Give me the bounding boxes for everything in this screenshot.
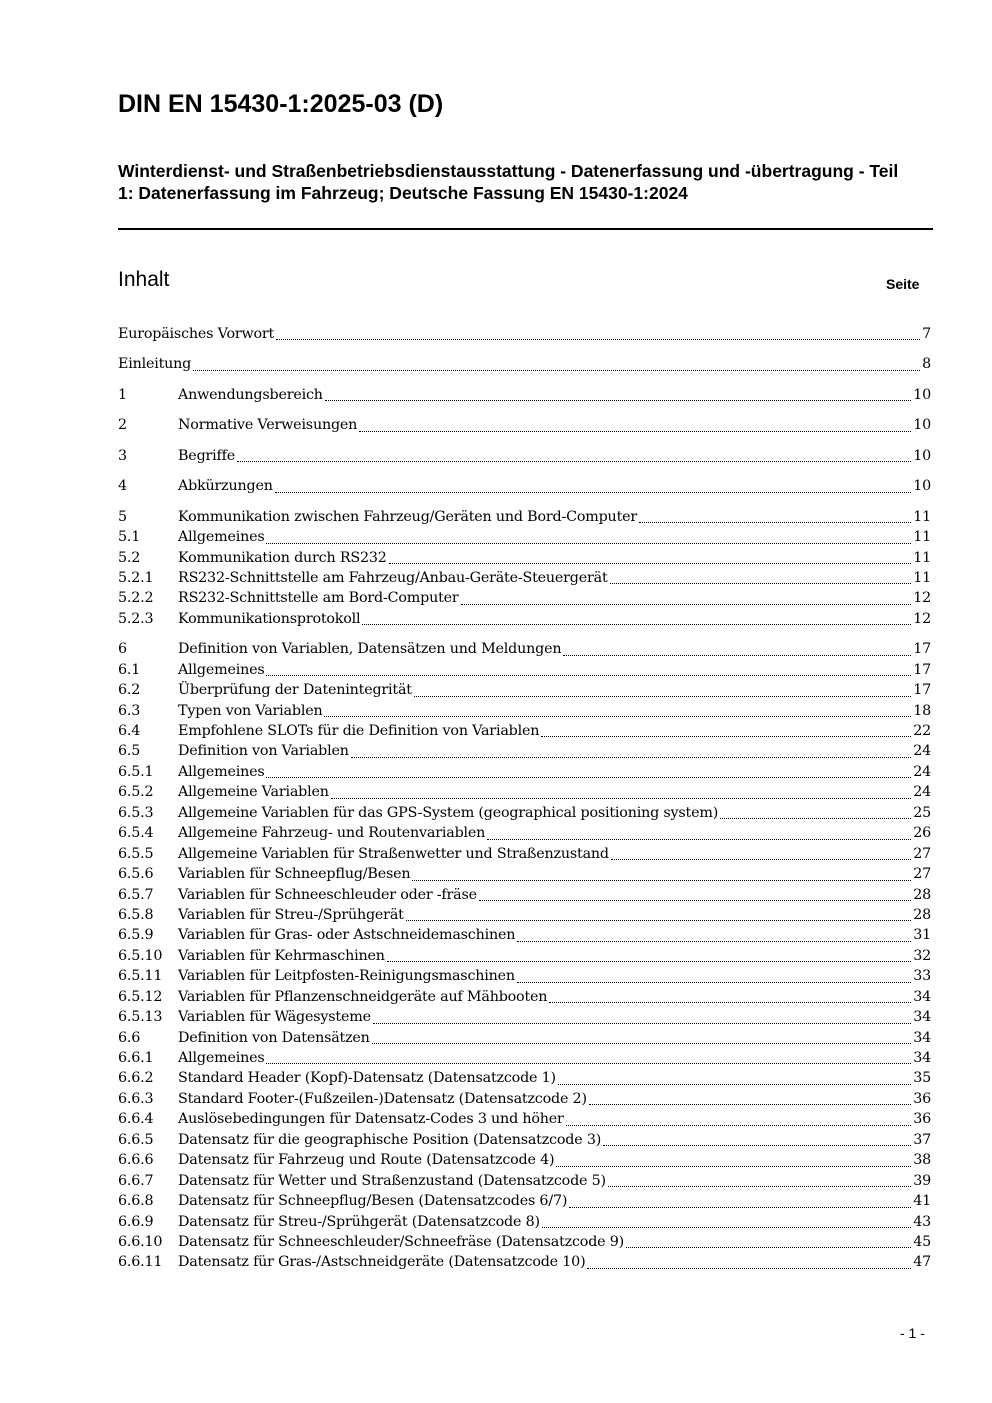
toc-entry-title: Datensatz für Schneeschleuder/Schneefräse (Datensatzcode 9): [178, 1233, 625, 1250]
toc-entry-title: Überprüfung der Datenintegrität: [178, 682, 412, 699]
toc-dot-leader: [373, 1007, 911, 1024]
toc-entry-number: 6.5.2: [118, 784, 154, 801]
toc-dot-leader: [626, 1231, 911, 1248]
toc-entry-page: 33: [913, 968, 931, 985]
toc-dot-leader: [324, 700, 911, 717]
toc-entry[interactable]: [118, 1089, 931, 1109]
toc-entry-title: Auslösebedingungen für Datensatz-Codes 3 und höher: [178, 1111, 564, 1128]
toc-dot-leader: [603, 1129, 911, 1146]
toc-entry-title: Begriffe: [178, 447, 235, 464]
toc-entry-number: 6.5.6: [118, 866, 154, 883]
toc-entry-page: 37: [913, 1131, 931, 1148]
toc-entry-number: 6.5.7: [118, 886, 154, 903]
toc-entry-page: 36: [913, 1090, 931, 1107]
toc-entry-page: 36: [913, 1111, 931, 1128]
toc-entry-title: Datensatz für Schneepflug/Besen (Datensatzcodes 6/7): [178, 1193, 568, 1210]
toc-entry-page: 32: [913, 947, 931, 964]
toc-entry[interactable]: [118, 721, 931, 741]
toc-entry[interactable]: [118, 385, 931, 405]
toc-entry-title: Allgemeines: [178, 763, 265, 780]
toc-entry-title: Typen von Variablen: [178, 702, 323, 719]
toc-entry-page: 24: [913, 763, 931, 780]
toc-dot-leader: [372, 1027, 912, 1044]
toc-entry[interactable]: [118, 354, 931, 374]
toc-entry-number: 3: [118, 447, 127, 464]
toc-entry-title: Europäisches Vorwort: [118, 326, 275, 342]
toc-dot-leader: [639, 506, 911, 523]
toc-entry-page: 35: [913, 1070, 931, 1087]
toc-entry-number: 6.5.1: [118, 763, 154, 780]
toc-entry-number: 5.2.3: [118, 610, 154, 627]
toc-entry-page: 11: [913, 549, 931, 566]
toc-entry-page: 11: [913, 508, 931, 525]
toc-dot-leader: [569, 1191, 911, 1208]
toc-entry-number: 5.2.1: [118, 569, 154, 586]
toc-entry-number: 4: [118, 478, 127, 495]
toc-entry-page: 47: [913, 1254, 931, 1271]
toc-dot-leader: [610, 567, 912, 584]
toc-entry-title: Allgemeines: [178, 529, 265, 546]
toc-entry-number: 6.5.10: [118, 947, 163, 964]
toc-dot-leader: [276, 323, 920, 340]
toc-entry[interactable]: [118, 1048, 931, 1068]
toc-entry-title: Kommunikation durch RS232: [178, 549, 387, 566]
toc-entry-title: Standard Header (Kopf)-Datensatz (Datensatzcode 1): [178, 1070, 556, 1087]
toc-dot-leader: [406, 904, 912, 921]
toc-entry-page: 12: [913, 590, 931, 607]
toc-entry-page: 39: [913, 1172, 931, 1189]
toc-entry-title: Abkürzungen: [178, 478, 273, 495]
toc-dot-leader: [387, 945, 911, 962]
toc-dot-leader: [266, 1047, 911, 1064]
toc-dot-leader: [359, 415, 911, 432]
toc-entry[interactable]: [118, 660, 931, 680]
toc-entry[interactable]: [118, 946, 931, 966]
toc-entry-title: Empfohlene SLOTs für die Definition von Variablen: [178, 723, 540, 739]
toc-dot-leader: [541, 720, 911, 737]
toc-entry[interactable]: [118, 987, 931, 1007]
toc-dot-leader: [589, 1088, 911, 1105]
toc-entry-title: Datensatz für Fahrzeug und Route (Datensatzcode 4): [178, 1152, 555, 1169]
toc-entry[interactable]: [118, 568, 931, 588]
toc-dot-leader: [362, 608, 911, 625]
toc-entry[interactable]: [118, 925, 931, 945]
toc-entry[interactable]: [118, 803, 931, 823]
toc-entry-number: 5: [118, 508, 127, 525]
toc-entry-number: 1: [118, 386, 127, 403]
table-of-contents: [118, 324, 931, 1273]
toc-entry-title: Variablen für Streu-/Sprühgerät: [178, 906, 404, 923]
toc-entry-number: 6.5.8: [118, 906, 154, 923]
toc-entry-page: 38: [913, 1152, 931, 1169]
toc-entry-page: 17: [913, 641, 931, 658]
toc-entry-page: 27: [913, 866, 931, 883]
toc-entry[interactable]: [118, 1212, 931, 1232]
toc-dot-leader: [479, 884, 911, 901]
toc-entry-title: RS232-Schnittstelle am Fahrzeug/Anbau-Geräte-Steuergerät: [178, 569, 608, 586]
toc-entry-page: 28: [913, 906, 931, 923]
toc-entry-title: RS232-Schnittstelle am Bord-Computer: [178, 590, 459, 607]
toc-entry-title: Kommunikation zwischen Fahrzeug/Geräten und Bord-Computer: [178, 508, 638, 525]
toc-entry[interactable]: [118, 609, 931, 629]
toc-entry-number: 6.6.3: [118, 1090, 154, 1107]
toc-entry[interactable]: [118, 1028, 931, 1048]
toc-dot-leader: [389, 547, 912, 564]
toc-dot-leader: [566, 1109, 912, 1126]
toc-dot-leader: [549, 986, 911, 1003]
toc-entry-number: 6.6.5: [118, 1131, 154, 1148]
toc-dot-leader: [266, 761, 911, 778]
toc-entry-number: 6.6.8: [118, 1193, 154, 1210]
toc-entry-page: 17: [913, 661, 931, 678]
toc-entry[interactable]: [118, 762, 931, 782]
toc-entry-title: Anwendungsbereich: [178, 386, 323, 403]
toc-dot-leader: [412, 864, 911, 881]
toc-entry-title: Variablen für Wägesysteme: [178, 1009, 371, 1026]
toc-entry[interactable]: [118, 1191, 931, 1211]
toc-dot-leader: [542, 1211, 911, 1228]
toc-entry-title: Allgemeines: [178, 661, 265, 678]
toc-entry[interactable]: [118, 548, 931, 568]
toc-entry[interactable]: [118, 588, 931, 608]
toc-entry[interactable]: [118, 885, 931, 905]
toc-dot-leader: [325, 384, 911, 401]
toc-entry-page: 8: [922, 356, 931, 373]
toc-dot-leader: [587, 1252, 911, 1269]
toc-entry-page: 28: [913, 886, 931, 903]
toc-entry-number: 6.6.1: [118, 1050, 154, 1066]
toc-entry-page: 12: [913, 610, 931, 627]
toc-dot-leader: [266, 527, 911, 544]
toc-entry-page: 18: [913, 702, 931, 719]
toc-dot-leader: [275, 476, 911, 493]
toc-entry-page: 34: [913, 988, 931, 1005]
toc-entry-number: 6.5.11: [118, 968, 163, 985]
toc-entry-title: Standard Footer-(Fußzeilen-)Datensatz (Datensatzcode 2): [178, 1090, 587, 1107]
title-divider: [118, 228, 933, 230]
toc-entry-page: 10: [913, 478, 931, 495]
toc-entry[interactable]: [118, 1007, 931, 1027]
toc-entry-title: Definition von Variablen, Datensätzen und Meldungen: [178, 641, 562, 658]
toc-entry-number: 6.3: [118, 702, 141, 719]
toc-dot-leader: [266, 659, 911, 676]
toc-entry[interactable]: [118, 1171, 931, 1191]
toc-entry-number: 6.6.7: [118, 1172, 154, 1189]
toc-entry-title: Variablen für Pflanzenschneidgeräte auf Mähbooten: [178, 988, 548, 1005]
toc-entry-page: 11: [913, 529, 931, 546]
toc-entry-page: 22: [913, 723, 931, 739]
toc-entry-number: 6.6.11: [118, 1254, 163, 1271]
toc-entry-title: Allgemeine Variablen: [178, 784, 329, 801]
toc-dot-leader: [563, 639, 911, 656]
toc-entry-title: Definition von Datensätzen: [178, 1029, 370, 1046]
toc-dot-leader: [556, 1150, 911, 1167]
toc-entry-number: 6.1: [118, 661, 141, 678]
toc-entry-page: 26: [913, 825, 931, 842]
toc-entry-page: 17: [913, 682, 931, 699]
toc-entry-page: 31: [913, 927, 931, 944]
toc-entry-title: Normative Verweisungen: [178, 417, 358, 434]
toc-dot-leader: [608, 1170, 911, 1187]
toc-entry[interactable]: [118, 324, 931, 344]
document-title: DIN EN 15430-1:2025-03 (D): [118, 90, 444, 118]
toc-entry-page: 11: [913, 569, 931, 586]
toc-dot-leader: [720, 802, 911, 819]
toc-entry-page: 41: [913, 1193, 931, 1210]
toc-entry[interactable]: [118, 476, 931, 496]
toc-entry-title: Variablen für Schneeschleuder oder -fräse: [178, 886, 477, 903]
document-subtitle: Winterdienst- und Straßenbetriebsdienstausstattung - Datenerfassung und -übertragung - Teil 1: Datenerfassung im Fahrzeug; Deutsche Fassung EN 15430-1:2024: [118, 161, 899, 203]
toc-entry-page: 43: [913, 1213, 931, 1230]
toc-entry-number: 6.5: [118, 743, 141, 760]
toc-entry-title: Variablen für Gras- oder Astschneidemaschinen: [178, 927, 516, 944]
toc-entry-title: Allgemeines: [178, 1050, 265, 1066]
toc-entry[interactable]: [118, 1109, 931, 1129]
toc-entry-number: 6.6.4: [118, 1111, 154, 1128]
toc-entry-number: 6.5.13: [118, 1009, 163, 1026]
toc-entry-title: Datensatz für Gras-/Astschneidgeräte (Datensatzcode 10): [178, 1254, 586, 1271]
toc-dot-leader: [487, 823, 911, 840]
toc-entry-number: 6.5.3: [118, 804, 154, 821]
toc-entry-title: Einleitung: [118, 356, 192, 373]
toc-entry-number: 6.5.9: [118, 927, 154, 944]
toc-dot-leader: [331, 782, 911, 799]
toc-dot-leader: [611, 843, 911, 860]
toc-entry-page: 10: [913, 386, 931, 403]
toc-entry[interactable]: [118, 639, 931, 659]
toc-entry-page: 45: [913, 1233, 931, 1250]
toc-entry-number: 6.6.10: [118, 1233, 163, 1250]
toc-entry[interactable]: [118, 507, 931, 527]
toc-entry[interactable]: [118, 1232, 931, 1252]
toc-entry[interactable]: [118, 415, 931, 435]
toc-entry[interactable]: [118, 527, 931, 547]
toc-entry-page: 34: [913, 1050, 931, 1066]
toc-entry-number: 6.6: [118, 1029, 141, 1046]
toc-entry-title: Allgemeine Variablen für Straßenwetter und Straßenzustand: [178, 845, 609, 862]
toc-entry-title: Datensatz für die geographische Position (Datensatzcode 3): [178, 1131, 602, 1148]
toc-entry-number: 6.6.2: [118, 1070, 154, 1087]
toc-entry-number: 6: [118, 641, 127, 658]
toc-entry-number: 5.2: [118, 549, 141, 566]
toc-entry-page: 34: [913, 1009, 931, 1026]
toc-dot-leader: [461, 588, 912, 605]
toc-entry[interactable]: [118, 966, 931, 986]
toc-entry-number: 6.6.6: [118, 1152, 154, 1169]
toc-entry-number: 6.6.9: [118, 1213, 154, 1230]
toc-dot-leader: [517, 966, 911, 983]
toc-dot-leader: [517, 925, 911, 942]
toc-entry[interactable]: [118, 844, 931, 864]
toc-entry[interactable]: [118, 741, 931, 761]
toc-entry[interactable]: [118, 1068, 931, 1088]
toc-entry-page: 10: [913, 417, 931, 434]
toc-entry-title: Allgemeine Variablen für das GPS-System (geographical positioning system): [178, 804, 719, 821]
toc-entry-title: Variablen für Leitpfosten-Reinigungsmaschinen: [178, 968, 515, 985]
toc-entry-number: 6.4: [118, 723, 141, 739]
toc-entry-page: 34: [913, 1029, 931, 1046]
toc-entry-page: 27: [913, 845, 931, 862]
toc-entry[interactable]: [118, 864, 931, 884]
toc-entry-title: Kommunikationsprotokoll: [178, 610, 361, 627]
toc-entry-title: Datensatz für Wetter und Straßenzustand (Datensatzcode 5): [178, 1172, 606, 1189]
toc-entry-page: 25: [913, 804, 931, 821]
toc-entry[interactable]: [118, 823, 931, 843]
page-number-footer: - 1 -: [900, 1325, 925, 1341]
toc-dot-leader: [193, 354, 920, 371]
toc-entry-number: 6.5.4: [118, 825, 154, 842]
toc-entry[interactable]: [118, 446, 931, 466]
toc-entry-page: 24: [913, 743, 931, 760]
toc-entry[interactable]: [118, 1130, 931, 1150]
toc-entry-number: 5.2.2: [118, 590, 154, 607]
toc-entry-page: 7: [922, 326, 931, 342]
toc-dot-leader: [558, 1068, 911, 1085]
toc-entry-page: 24: [913, 784, 931, 801]
toc-entry-title: Allgemeine Fahrzeug- und Routenvariablen: [178, 825, 486, 842]
toc-dot-leader: [351, 741, 911, 758]
toc-entry[interactable]: [118, 905, 931, 925]
toc-entry-page: 10: [913, 447, 931, 464]
toc-entry[interactable]: [118, 701, 931, 721]
toc-entry[interactable]: [118, 1150, 931, 1170]
toc-entry[interactable]: [118, 782, 931, 802]
toc-entry[interactable]: [118, 680, 931, 700]
toc-dot-leader: [414, 680, 911, 697]
toc-dot-leader: [237, 445, 911, 462]
toc-entry-title: Datensatz für Streu-/Sprühgerät (Datensatzcode 8): [178, 1213, 540, 1230]
toc-entry-number: 5.1: [118, 529, 141, 546]
toc-entry-number: 6.2: [118, 682, 141, 699]
toc-entry[interactable]: [118, 1252, 931, 1272]
toc-entry-title: Variablen für Kehrmaschinen: [178, 947, 385, 964]
toc-entry-number: 6.5.12: [118, 988, 163, 1005]
toc-entry-number: 6.5.5: [118, 845, 154, 862]
toc-entry-title: Variablen für Schneepflug/Besen: [178, 866, 411, 883]
toc-heading: Inhalt: [118, 268, 170, 291]
toc-entry-number: 2: [118, 417, 127, 434]
toc-page-column-label: Seite: [886, 276, 920, 292]
toc-entry-title: Definition von Variablen: [178, 743, 349, 760]
